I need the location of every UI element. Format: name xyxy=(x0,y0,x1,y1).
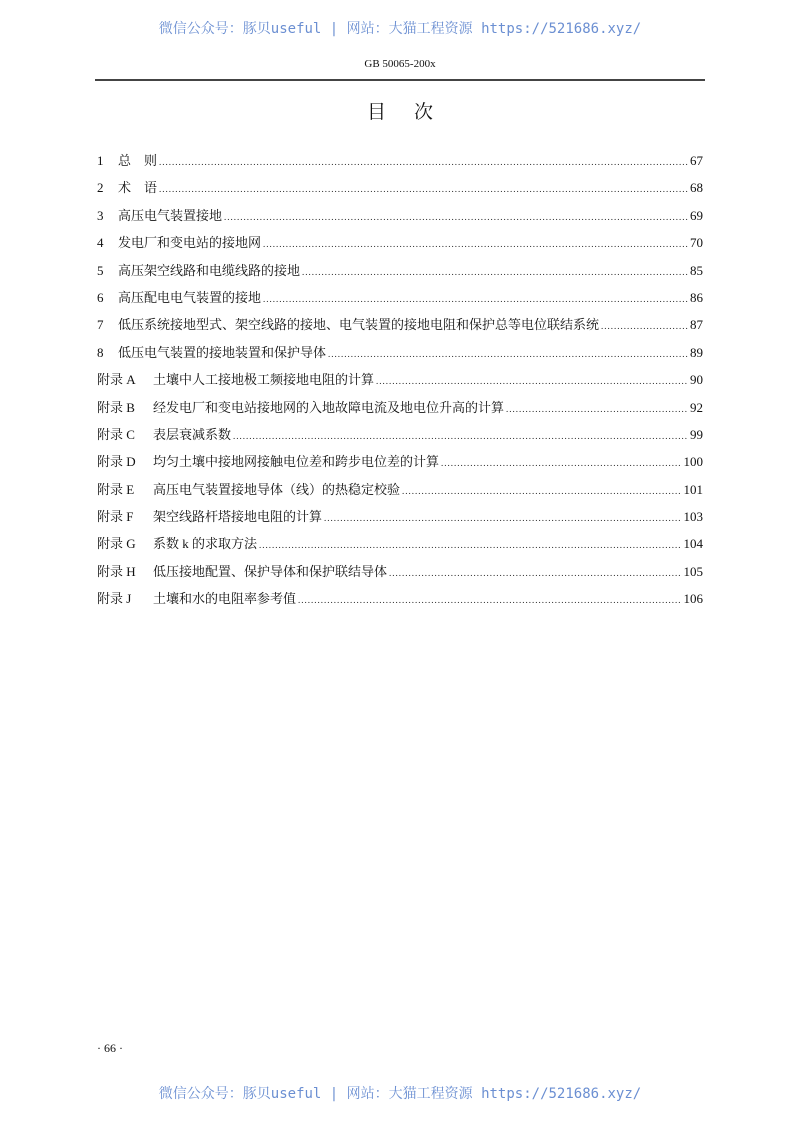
dot-leader xyxy=(506,404,688,414)
toc-label: 低压系统接地型式、架空线路的接地、电气装置的接地电阻和保护总等电位联结系统 xyxy=(118,317,600,333)
toc-label: 低压接地配置、保护导体和保护联结导体 xyxy=(153,563,388,579)
toc-number: 附录 E xyxy=(97,481,135,497)
toc-number: 附录 B xyxy=(97,399,135,415)
title-char: 目 xyxy=(366,101,386,123)
toc-number: 附录 C xyxy=(97,426,135,442)
toc-number: 1 xyxy=(97,153,104,168)
toc-number: 7 xyxy=(97,317,104,333)
toc-entry[interactable] xyxy=(97,287,703,314)
toc-label: 发电厂和变电站的接地网 xyxy=(118,235,262,251)
toc-entry[interactable] xyxy=(97,561,703,588)
toc-label: 总 则 xyxy=(118,153,158,168)
dot-leader xyxy=(402,486,681,496)
dot-leader xyxy=(302,267,688,277)
running-header: GB 50065-200x xyxy=(364,58,436,70)
toc-label: 低压电气装置的接地装置和保护导体 xyxy=(118,344,327,360)
toc-entry[interactable] xyxy=(97,314,703,341)
toc-number: 附录 G xyxy=(97,536,136,552)
toc-number: 附录 J xyxy=(97,591,132,607)
toc-entry[interactable] xyxy=(97,506,703,533)
toc-entry[interactable] xyxy=(97,479,703,506)
dot-leader xyxy=(298,595,681,605)
table-of-contents xyxy=(97,150,703,616)
toc-entry[interactable] xyxy=(97,451,703,478)
toc-page: 104 xyxy=(683,536,703,552)
toc-page: 68 xyxy=(690,180,703,196)
toc-label: 表层衰减系数 xyxy=(153,426,232,442)
toc-number: 附录 A xyxy=(97,372,136,388)
dot-leader xyxy=(224,212,688,222)
toc-number: 4 xyxy=(97,235,104,251)
toc-entry[interactable] xyxy=(97,342,703,369)
toc-label: 高压电气装置接地 xyxy=(118,207,223,223)
toc-number: 3 xyxy=(97,207,104,223)
dot-leader xyxy=(263,239,688,249)
toc-label: 高压电气装置接地导体（线）的热稳定校验 xyxy=(153,481,401,497)
dot-leader xyxy=(259,540,681,550)
header-rule xyxy=(95,79,705,81)
toc-page: 70 xyxy=(690,235,703,251)
dot-leader xyxy=(324,513,681,523)
toc-number: 8 xyxy=(97,344,104,360)
toc-page: 69 xyxy=(690,207,703,223)
toc-page: 89 xyxy=(690,344,703,360)
toc-page: 92 xyxy=(690,399,703,415)
toc-page: 67 xyxy=(690,153,703,168)
toc-page: 103 xyxy=(683,509,703,525)
toc-number: 5 xyxy=(97,262,104,278)
toc-entry[interactable] xyxy=(97,205,703,232)
dot-leader xyxy=(263,294,688,304)
toc-page: 100 xyxy=(683,454,703,470)
toc-entry[interactable] xyxy=(97,177,703,204)
dot-leader xyxy=(441,458,681,468)
toc-page: 106 xyxy=(683,591,703,607)
toc-page: 86 xyxy=(690,289,703,305)
dot-leader xyxy=(159,184,688,194)
dot-leader xyxy=(601,321,688,331)
toc-label: 经发电厂和变电站接地网的入地故障电流及地电位升高的计算 xyxy=(153,399,505,415)
toc-entry[interactable] xyxy=(97,588,703,615)
toc-page: 99 xyxy=(690,426,703,442)
toc-entry[interactable] xyxy=(97,260,703,287)
toc-entry[interactable] xyxy=(97,424,703,451)
toc-number: 2 xyxy=(97,180,104,196)
toc-label: 术 语 xyxy=(118,180,158,196)
toc-label: 高压配电电气装置的接地 xyxy=(118,289,262,305)
toc-page: 85 xyxy=(690,262,703,278)
toc-label: 系数 k 的求取方法 xyxy=(153,536,258,552)
toc-number: 6 xyxy=(97,289,104,305)
title-char: 次 xyxy=(414,101,434,123)
dot-leader xyxy=(233,431,688,441)
page-number: · 66 · xyxy=(97,1041,123,1055)
toc-label: 架空线路杆塔接地电阻的计算 xyxy=(153,509,323,525)
toc-page: 105 xyxy=(683,563,703,579)
dot-leader xyxy=(376,376,688,386)
toc-entry[interactable] xyxy=(97,533,703,560)
toc-number: 附录 D xyxy=(97,454,136,470)
toc-label: 均匀土壤中接地网接触电位差和跨步电位差的计算 xyxy=(153,454,440,470)
toc-label: 土壤和水的电阻率参考值 xyxy=(153,591,297,607)
toc-page: 87 xyxy=(690,317,703,333)
watermark-top: 微信公众号：豚贝useful | 网站：大猫工程资源 https://521686.xyz/ xyxy=(158,21,642,37)
toc-number: 附录 F xyxy=(97,509,134,525)
watermark-bottom: 微信公众号：豚贝useful | 网站：大猫工程资源 https://521686.xyz/ xyxy=(158,1086,642,1102)
toc-entry[interactable] xyxy=(97,397,703,424)
toc-entry[interactable] xyxy=(97,150,703,177)
page-title xyxy=(0,97,800,124)
toc-page: 101 xyxy=(683,481,703,497)
toc-label: 土壤中人工接地极工频接地电阻的计算 xyxy=(153,372,375,388)
dot-leader xyxy=(389,568,681,578)
toc-entry[interactable] xyxy=(97,369,703,396)
toc-number: 附录 H xyxy=(97,563,136,579)
dot-leader xyxy=(159,157,688,167)
dot-leader xyxy=(328,349,688,359)
toc-label: 高压架空线路和电缆线路的接地 xyxy=(118,262,301,278)
toc-page: 90 xyxy=(690,372,703,388)
toc-entry[interactable] xyxy=(97,232,703,259)
